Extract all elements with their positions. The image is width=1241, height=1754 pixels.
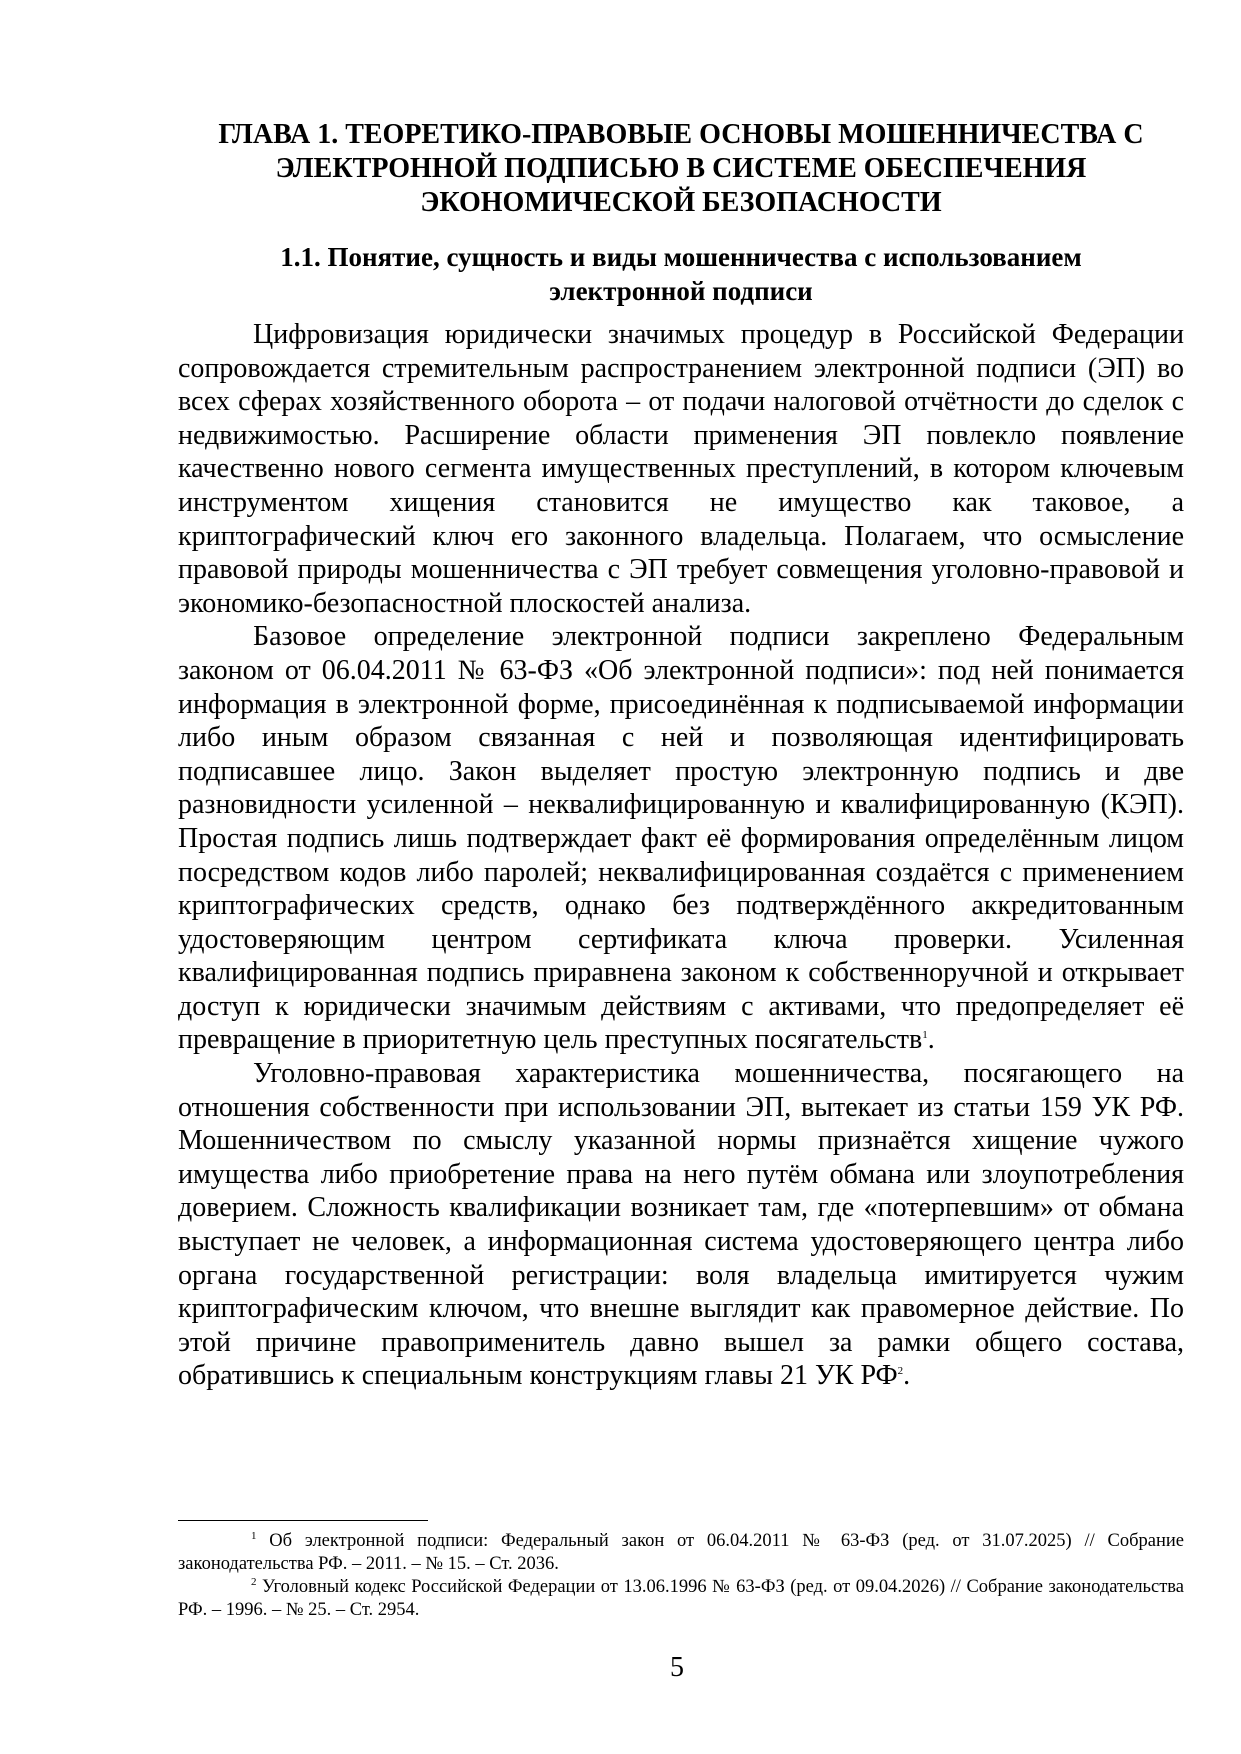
paragraph-2-tail: . [927,1024,935,1056]
section-title: 1.1. Понятие, сущность и виды мошенничества с использованием электронной подписи [280,242,1082,306]
footnote-separator [178,1520,428,1521]
chapter-title: ГЛАВА 1. ТЕОРЕТИКО-ПРАВОВЫЕ ОСНОВЫ МОШЕННИЧЕСТВА С ЭЛЕКТРОННОЙ ПОДПИСЬЮ В СИСТЕМЕ ОБЕСПЕЧЕНИЯ ЭКОНОМИЧЕСКОЙ БЕЗОПАСНОСТИ [218,119,1144,218]
footnote-number-1: 1 [251,1530,257,1542]
footnote-1 [178,1530,1184,1576]
footnote-ref-2[interactable]: 2 [897,1365,904,1378]
paragraph-3-text: Уголовно-правовая характеристика мошенничества, посягающего на отношения собственности при использовании ЭП, вытекает из статьи 159 УК РФ. Мошенничеством по смыслу указанной нормы признаётся хищение чужого имущества либо приобретение права на него путём обмана или злоупотребления доверием. Сложность квалификации возникает там, где «потерпевшим» от обмана выступает не человек, а информационная система удостоверяющего центра либо органа государственной регистрации: воля владельца имитируется чужим криптографическим ключом, что внешне выглядит как правомерное действие. По этой причине правоприменитель давно вышел за рамки общего состава, обратившись к специальным конструкциям главы 21 УК РФ [178,1058,1184,1392]
footnote-1-text: Об электронной подписи: Федеральный закон от 06.04.2011 № 63-ФЗ (ред. от 31.07.2025) // Собрание законодательства РФ. – 2011. – № 15. – Ст. 2036. [178,1531,1184,1574]
footnotes [178,1530,1184,1622]
footnote-2 [178,1576,1184,1622]
footnote-ref-1[interactable]: 1 [922,1029,928,1042]
page-number: 5 [670,1652,684,1683]
document-page [178,118,1184,1393]
footnote-number-2: 2 [251,1576,257,1588]
paragraph-1-text: Цифровизация юридически значимых процедур в Российской Федерации сопровождается стремительным распространением электронной подписи (ЭП) во всех сферах хозяйственного оборота – от подачи налоговой отчётности до сделок с недвижимостью. Расширение области применения ЭП повлекло появление качественно нового сегмента имущественных преступлений, в котором ключевым инструментом хищения становится не имущество как таковое, а криптографический ключ его законного владельца. Полагаем, что осмысление правовой природы мошенничества с ЭП требует совмещения уголовно-правовой и экономико-безопасностной плоскостей анализа. [178,319,1184,619]
paragraph-2-text: Базовое определение электронной подписи закреплено Федеральным законом от 06.04.2011 № 63-ФЗ «Об электронной подписи»: под ней понимается информация в электронной форме, присоединённая к подписываемой информации либо иным образом связанная с ней и позволяющая идентифицировать подписавшее лицо. Закон выделяет простую электронную подпись и две разновидности усиленной – неквалифицированную и квалифицированную (КЭП). Простая подпись лишь подтверждает факт её формирования определённым лицом посредством кодов либо паролей; неквалифицированная создаётся с применением криптографических средств, однако без подтверждённого аккредитованным удостоверяющим центром сертификата ключа проверки. Усиленная квалифицированная подпись приравнена законом к собственноручной и открывает доступ к юридически значимым действиям с активами, что предопределяет её превращение в приоритетную цель преступных посягательств [178,621,1184,1056]
body-text [178,318,1184,1393]
paragraph-2 [178,620,1184,1057]
paragraph-3-tail: . [903,1360,911,1392]
footnote-2-text: Уголовный кодекс Российской Федерации от 13.06.1996 № 63-ФЗ (ред. от 09.04.2026) // Собрание законодательства РФ. – 1996. – № 25. – Ст. 2954. [178,1577,1184,1620]
paragraph-3 [178,1057,1184,1393]
paragraph-1 [178,318,1184,620]
